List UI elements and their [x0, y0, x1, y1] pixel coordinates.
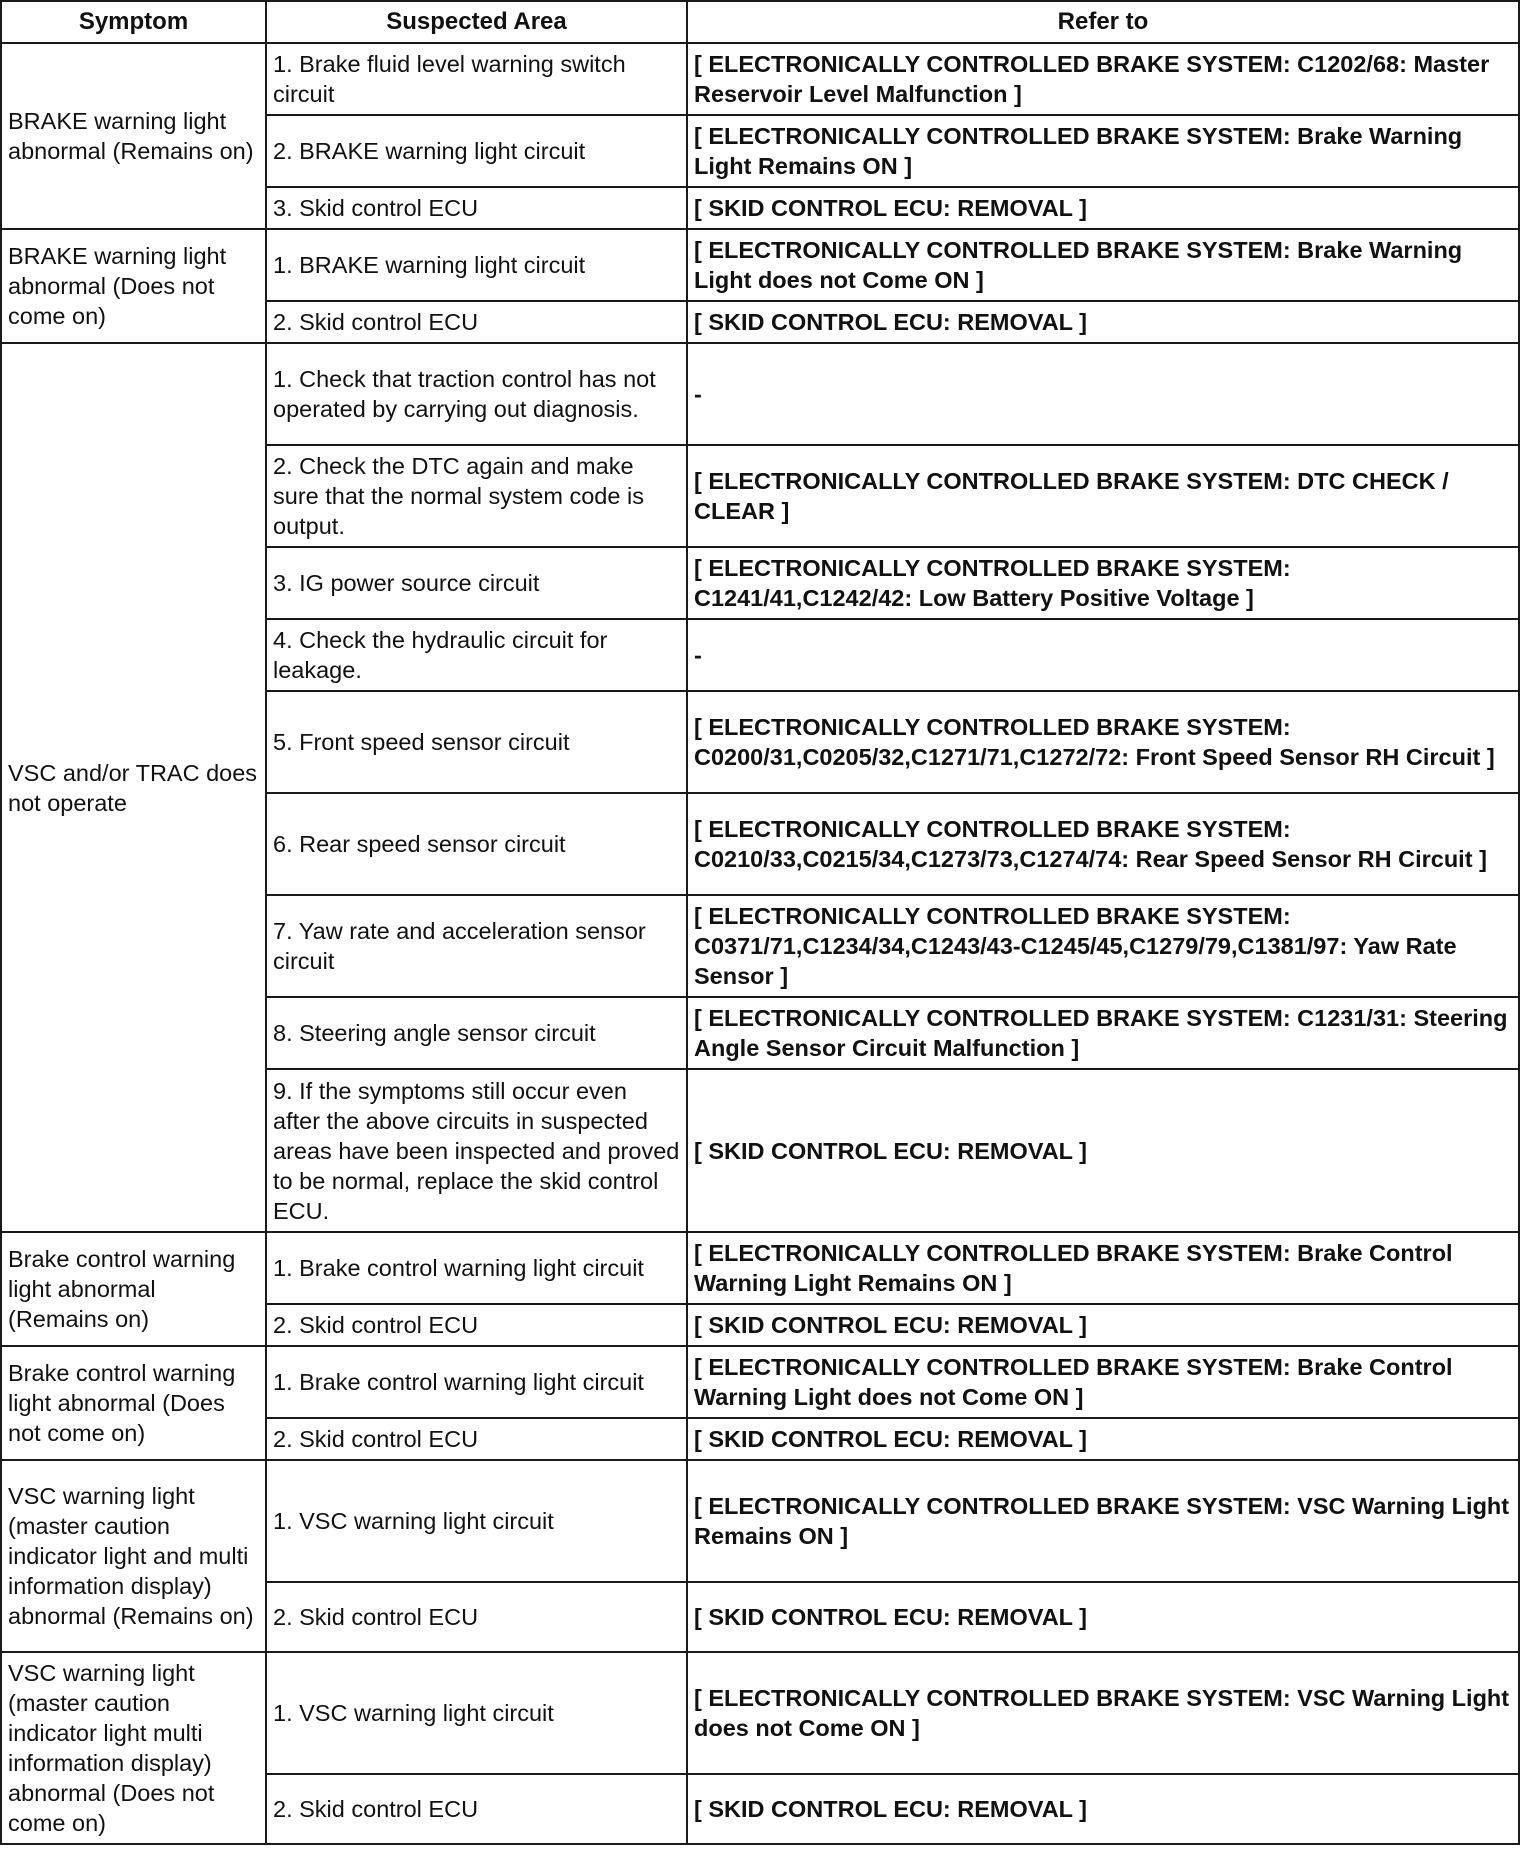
suspected-area-cell: 6. Rear speed sensor circuit	[266, 793, 687, 895]
refer-to-link[interactable]: [ ELECTRONICALLY CONTROLLED BRAKE SYSTEM: C1241/41,C1242/42: Low Battery Positive Voltage ]	[687, 547, 1519, 619]
refer-to-link[interactable]: [ ELECTRONICALLY CONTROLLED BRAKE SYSTEM: Brake Warning Light does not Come ON ]	[687, 229, 1519, 301]
suspected-area-cell: 2. Skid control ECU	[266, 1304, 687, 1346]
refer-to-link[interactable]: [ ELECTRONICALLY CONTROLLED BRAKE SYSTEM: Brake Control Warning Light Remains ON ]	[687, 1232, 1519, 1304]
refer-to-link[interactable]: [ SKID CONTROL ECU: REMOVAL ]	[687, 1418, 1519, 1460]
table-row	[1, 1346, 1519, 1418]
refer-to-link[interactable]: [ ELECTRONICALLY CONTROLLED BRAKE SYSTEM: Brake Warning Light Remains ON ]	[687, 115, 1519, 187]
table-row	[1, 1460, 1519, 1582]
symptom-cell: BRAKE warning light abnormal (Remains on)	[1, 43, 266, 229]
refer-to-link[interactable]: [ ELECTRONICALLY CONTROLLED BRAKE SYSTEM: C1231/31: Steering Angle Sensor Circuit Malfunction ]	[687, 997, 1519, 1069]
refer-to-link[interactable]: [ ELECTRONICALLY CONTROLLED BRAKE SYSTEM: C0371/71,C1234/34,C1243/43-C1245/45,C1279/79,C1381/97: Yaw Rate Sensor ]	[687, 895, 1519, 997]
suspected-area-cell: 2. Skid control ECU	[266, 1418, 687, 1460]
table-row	[1, 1652, 1519, 1774]
refer-to-link[interactable]: [ SKID CONTROL ECU: REMOVAL ]	[687, 1069, 1519, 1232]
refer-to-link[interactable]: [ ELECTRONICALLY CONTROLLED BRAKE SYSTEM: C0200/31,C0205/32,C1271/71,C1272/72: Front Speed Sensor RH Circuit ]	[687, 691, 1519, 793]
refer-to-link[interactable]: [ ELECTRONICALLY CONTROLLED BRAKE SYSTEM: C0210/33,C0215/34,C1273/73,C1274/74: Rear Speed Sensor RH Circuit ]	[687, 793, 1519, 895]
table-row	[1, 1232, 1519, 1304]
suspected-area-cell: 2. Skid control ECU	[266, 1774, 687, 1844]
refer-to-link[interactable]: [ SKID CONTROL ECU: REMOVAL ]	[687, 1304, 1519, 1346]
suspected-area-cell: 2. Check the DTC again and make sure that the normal system code is output.	[266, 445, 687, 547]
refer-to-link[interactable]: [ SKID CONTROL ECU: REMOVAL ]	[687, 1582, 1519, 1652]
refer-to-cell: -	[687, 343, 1519, 445]
symptom-cell: VSC and/or TRAC does not operate	[1, 343, 266, 1232]
refer-to-link[interactable]: [ SKID CONTROL ECU: REMOVAL ]	[687, 187, 1519, 229]
suspected-area-cell: 5. Front speed sensor circuit	[266, 691, 687, 793]
symptom-cell: Brake control warning light abnormal (Does not come on)	[1, 1346, 266, 1460]
refer-to-link[interactable]: [ ELECTRONICALLY CONTROLLED BRAKE SYSTEM: DTC CHECK / CLEAR ]	[687, 445, 1519, 547]
table-row	[1, 43, 1519, 115]
refer-to-link[interactable]: [ ELECTRONICALLY CONTROLLED BRAKE SYSTEM: C1202/68: Master Reservoir Level Malfunction ]	[687, 43, 1519, 115]
refer-to-link[interactable]: [ ELECTRONICALLY CONTROLLED BRAKE SYSTEM: VSC Warning Light does not Come ON ]	[687, 1652, 1519, 1774]
suspected-area-cell: 1. Check that traction control has not operated by carrying out diagnosis.	[266, 343, 687, 445]
suspected-area-cell: 1. Brake control warning light circuit	[266, 1232, 687, 1304]
refer-to-cell: -	[687, 619, 1519, 691]
suspected-area-cell: 1. BRAKE warning light circuit	[266, 229, 687, 301]
suspected-area-cell: 1. VSC warning light circuit	[266, 1652, 687, 1774]
refer-to-link[interactable]: [ ELECTRONICALLY CONTROLLED BRAKE SYSTEM: Brake Control Warning Light does not Come ON ]	[687, 1346, 1519, 1418]
suspected-area-cell: 2. Skid control ECU	[266, 1582, 687, 1652]
symptom-cell: Brake control warning light abnormal (Remains on)	[1, 1232, 266, 1346]
suspected-area-cell: 2. Skid control ECU	[266, 301, 687, 343]
header-symptom: Symptom	[1, 1, 266, 43]
suspected-area-cell: 7. Yaw rate and acceleration sensor circuit	[266, 895, 687, 997]
header-suspected-area: Suspected Area	[266, 1, 687, 43]
refer-to-link[interactable]: [ ELECTRONICALLY CONTROLLED BRAKE SYSTEM: VSC Warning Light Remains ON ]	[687, 1460, 1519, 1582]
table-row	[1, 229, 1519, 301]
suspected-area-cell: 1. VSC warning light circuit	[266, 1460, 687, 1582]
suspected-area-cell: 1. Brake fluid level warning switch circuit	[266, 43, 687, 115]
suspected-area-cell: 4. Check the hydraulic circuit for leakage.	[266, 619, 687, 691]
symptom-cell: VSC warning light (master caution indicator light and multi information display) abnormal (Remains on)	[1, 1460, 266, 1652]
suspected-area-cell: 3. IG power source circuit	[266, 547, 687, 619]
refer-to-link[interactable]: [ SKID CONTROL ECU: REMOVAL ]	[687, 1774, 1519, 1844]
suspected-area-cell: 2. BRAKE warning light circuit	[266, 115, 687, 187]
suspected-area-cell: 8. Steering angle sensor circuit	[266, 997, 687, 1069]
table-header-row	[1, 1, 1519, 43]
header-refer-to: Refer to	[687, 1, 1519, 43]
suspected-area-cell: 3. Skid control ECU	[266, 187, 687, 229]
suspected-area-cell: 1. Brake control warning light circuit	[266, 1346, 687, 1418]
symptom-cell: BRAKE warning light abnormal (Does not come on)	[1, 229, 266, 343]
table-row	[1, 343, 1519, 445]
symptom-cell: VSC warning light (master caution indicator light multi information display) abnormal (Does not come on)	[1, 1652, 266, 1844]
suspected-area-cell: 9. If the symptoms still occur even after the above circuits in suspected areas have been inspected and proved to be normal, replace the skid control ECU.	[266, 1069, 687, 1232]
refer-to-link[interactable]: [ SKID CONTROL ECU: REMOVAL ]	[687, 301, 1519, 343]
